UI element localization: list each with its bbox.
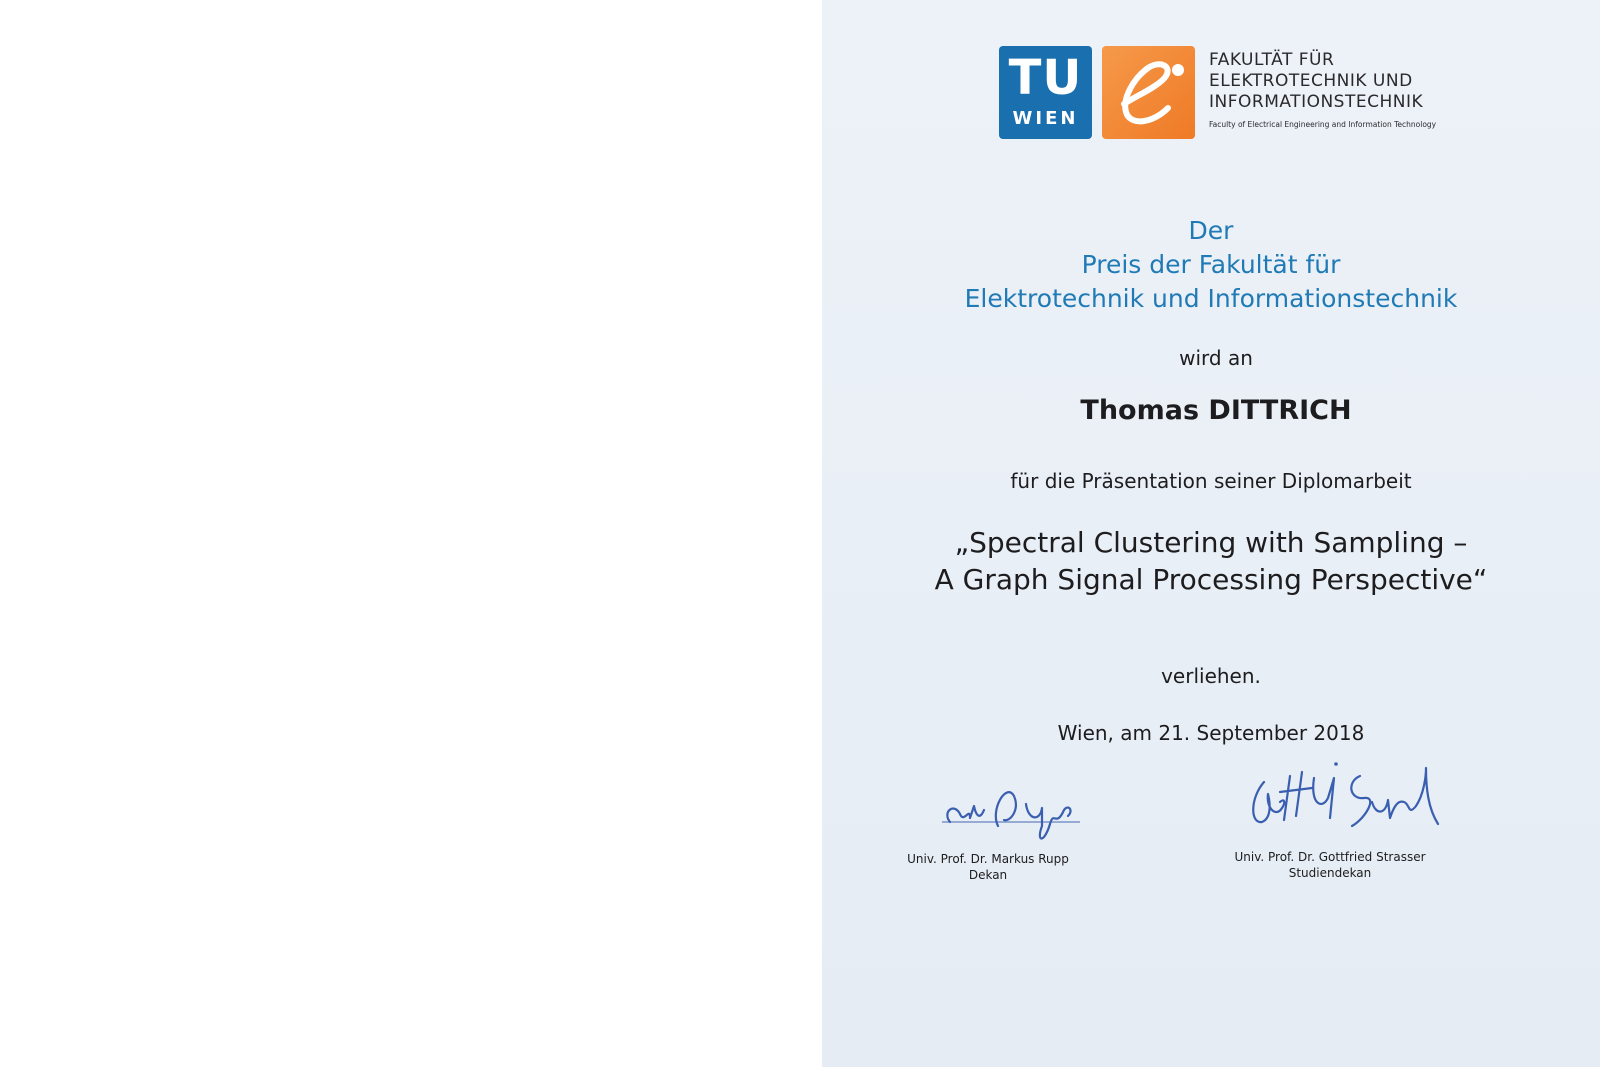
tu-wien-logo <box>999 46 1092 139</box>
certificate <box>822 0 1600 1067</box>
thesis-title-line2: A Graph Signal Processing Perspective“ <box>934 563 1488 596</box>
signatory-name: Univ. Prof. Dr. Gottfried Strasser <box>1234 850 1426 864</box>
purpose-text: für die Präsentation seiner Diplomarbeit <box>1010 469 1412 493</box>
faculty-line: ELEKTROTECHNIK UND <box>1209 71 1413 91</box>
e-logo-icon <box>1102 46 1195 139</box>
faculty-line: INFORMATIONSTECHNIK <box>1209 92 1424 112</box>
verliehen-text: verliehen. <box>1161 664 1261 688</box>
award-line-faculty: Elektrotechnik und Informationstechnik <box>964 284 1458 313</box>
award-line-preis: Preis der Fakultät für <box>1081 250 1341 279</box>
faculty-line: FAKULTÄT FÜR <box>1209 50 1335 70</box>
wird-an-text: wird an <box>1179 346 1253 370</box>
award-line-der: Der <box>1188 216 1234 245</box>
signatory-role: Dekan <box>968 868 1008 882</box>
place-date-text: Wien, am 21. September 2018 <box>1057 721 1365 745</box>
signature-rupp <box>940 780 1140 860</box>
thesis-title-line1: „Spectral Clustering with Sampling – <box>954 526 1468 559</box>
signature-strasser <box>1240 758 1450 858</box>
recipient-name: Thomas DITTRICH <box>1080 395 1352 426</box>
signatory-name: Univ. Prof. Dr. Markus Rupp <box>907 852 1069 866</box>
wien-logo-text: WIEN <box>1012 108 1079 129</box>
tu-logo-text: TU <box>1008 50 1083 106</box>
faculty-english-name: Faculty of Electrical Engineering and Information Technology <box>1209 120 1437 129</box>
faculty-name-block <box>1209 50 1569 131</box>
signatory-role: Studiendekan <box>1288 866 1372 880</box>
faculty-e-logo <box>1102 46 1195 139</box>
